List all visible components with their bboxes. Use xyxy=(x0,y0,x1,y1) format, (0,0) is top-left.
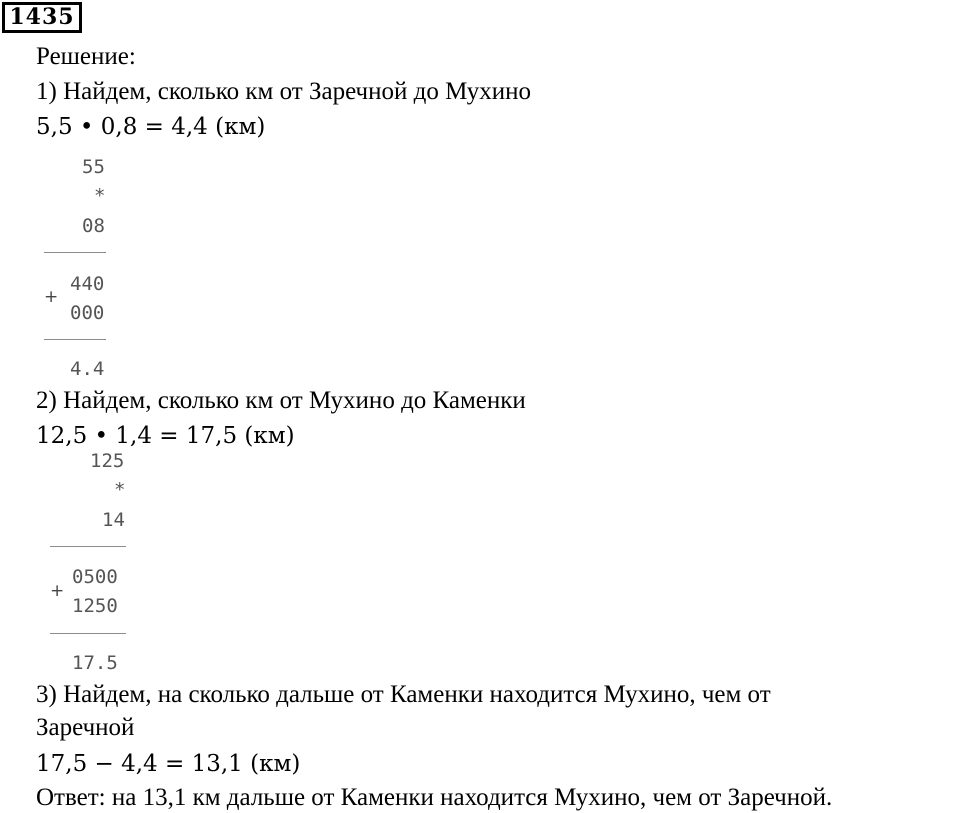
step2-multiply-sign: * xyxy=(114,479,126,501)
step1-multiplicand: 55 xyxy=(82,156,105,178)
step3-title-line1: 3) Найдем, на сколько дальше от Каменки находится Мухино, чем от xyxy=(36,681,771,708)
step1-rule-2 xyxy=(44,339,106,340)
solution-heading: Решение: xyxy=(36,43,136,70)
problem-number: 1435 xyxy=(2,2,82,33)
step3-equation: 17,5 − 4,4 = 13,1 (км) xyxy=(36,751,301,777)
step1-result: 4.4 xyxy=(70,358,105,380)
step1-multiply-sign: * xyxy=(94,185,106,207)
step1-partial-1: 440 xyxy=(70,273,105,295)
step1-plus-sign: + xyxy=(44,287,59,307)
step1-equation: 5,5 • 0,8 = 4,4 (км) xyxy=(36,114,266,140)
step2-rule-2 xyxy=(50,633,126,634)
step2-plus-sign: + xyxy=(50,581,65,601)
answer-line: Ответ: на 13,1 км дальше от Каменки находится Мухино, чем от Заречной. xyxy=(36,784,833,811)
step1-partial-2: 000 xyxy=(70,302,105,324)
step2-multiplier: 14 xyxy=(102,509,125,531)
step2-title: 2) Найдем, сколько км от Мухино до Каменки xyxy=(36,387,526,414)
step2-multiplicand: 125 xyxy=(90,450,125,472)
step2-partial-1: 0500 xyxy=(72,566,118,588)
step1-title: 1) Найдем, сколько км от Заречной до Мухино xyxy=(36,78,531,105)
step1-rule-1 xyxy=(44,252,106,253)
step3-title-line2: Заречной xyxy=(36,714,135,741)
step2-rule-1 xyxy=(50,546,126,547)
step2-result: 17.5 xyxy=(72,652,118,674)
step2-partial-2: 1250 xyxy=(72,595,118,617)
step1-multiplier: 08 xyxy=(82,215,105,237)
step2-equation: 12,5 • 1,4 = 17,5 (км) xyxy=(36,423,295,449)
